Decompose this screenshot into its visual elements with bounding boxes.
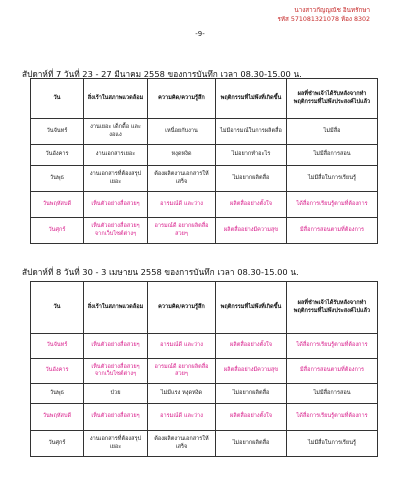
- cell-feeling: อารมณ์ดี อยากผลิตสื่อสวยๆ: [148, 359, 216, 384]
- cell-stimulus: เห็นตัวอย่างสื่อสวยๆ: [84, 404, 148, 431]
- cell-day: วันจันทร์: [31, 119, 84, 145]
- author-id-room: รหัส 571081321078 ห้อง 8302: [277, 16, 370, 23]
- cell-behavior: ผลิตสื่ออย่างมีความสุข: [216, 359, 287, 384]
- cell-stimulus: งานเอกสารเยอะ: [84, 145, 148, 166]
- cell-stimulus: เห็นตัวอย่างสื่อสวยๆ จากเว็บไซต์ต่างๆ: [84, 218, 148, 244]
- cell-feeling: ต้องผลิตงานเอกสารให้เสร็จ: [148, 166, 216, 192]
- author-header: [278, 6, 371, 24]
- cell-feeling: ไม่มีแรง หงุดหงิด: [148, 384, 216, 404]
- cell-behavior: ไม่อยากทำอะไร: [216, 145, 287, 166]
- cell-feeling: อารมณ์ดี และว่าง: [148, 404, 216, 431]
- cell-behavior: ไม่อยากผลิตสื่อ: [216, 384, 287, 404]
- table-row: [31, 334, 378, 359]
- cell-day: วันจันทร์: [31, 334, 84, 359]
- table-row: [31, 192, 378, 218]
- cell-feeling: หงุดหงิด: [148, 145, 216, 166]
- cell-stimulus: งานเอกสารที่ต้องสรุปเยอะ: [84, 166, 148, 192]
- table-row: [31, 218, 378, 244]
- col-feeling: ความคิด/ความรู้สึก: [148, 79, 216, 119]
- cell-result: มีสื่อการสอนตามที่ต้องการ: [287, 359, 378, 384]
- col-result: ผลที่ชำพเจ้าได้รับหลังจากทำพฤติกรรมที่ไม่พึงประสงค์ไปแล้ว: [287, 282, 378, 334]
- cell-day: วันพฤหัสบดี: [31, 192, 84, 218]
- cell-stimulus: ป่วย: [84, 384, 148, 404]
- col-behavior: พฤติกรรมที่ไม่พึงที่เกิดขึ้น: [216, 79, 287, 119]
- cell-feeling: เหนื่อยกับงาน: [148, 119, 216, 145]
- page-number: -9-: [195, 30, 205, 38]
- table-header-row: [31, 79, 378, 119]
- week-8-title: สัปดาห์ที่ 8 วันที่ 30 - 3 เมษายน 2558 ของการบันทึก เวลา 08.30-15.00 น.: [22, 267, 299, 277]
- cell-day: วันศุกร์: [31, 431, 84, 457]
- cell-stimulus: เห็นตัวอย่างสื่อสวยๆ: [84, 334, 148, 359]
- cell-result: ได้สื่อการเรียนรู้ตามที่ต้องการ: [287, 404, 378, 431]
- cell-stimulus: งานเอกสารที่ต้องสรุปเยอะ: [84, 431, 148, 457]
- cell-result: ไม่มีสื่อในการเรียนรู้: [287, 166, 378, 192]
- col-stimulus: สิ่งเร้าในสภาพแวดล้อม: [84, 79, 148, 119]
- cell-day: วันอังคาร: [31, 145, 84, 166]
- cell-result: ไม่มีสื่อในการเรียนรู้: [287, 431, 378, 457]
- cell-behavior: ผลิตสื่ออย่างมีความสุข: [216, 218, 287, 244]
- table-row: [31, 145, 378, 166]
- table-row: [31, 431, 378, 457]
- week-7-title: สัปดาห์ที่ 7 วันที่ 23 - 27 มีนาคม 2558 ของการบันทึก เวลา 08.30-15.00 น.: [22, 69, 302, 79]
- col-stimulus: สิ่งเร้าในสภาพแวดล้อม: [84, 282, 148, 334]
- cell-day: วันพฤหัสบดี: [31, 404, 84, 431]
- cell-day: วันศุกร์: [31, 218, 84, 244]
- cell-behavior: ผลิตสื่ออย่างตั้งใจ: [216, 404, 287, 431]
- cell-behavior: ผลิตสื่ออย่างตั้งใจ: [216, 192, 287, 218]
- col-behavior: พฤติกรรมที่ไม่พึงที่เกิดขึ้น: [216, 282, 287, 334]
- cell-result: ไม่มีสื่อการสอน: [287, 384, 378, 404]
- table-row: [31, 384, 378, 404]
- cell-result: ไม่มีสื่อ: [287, 119, 378, 145]
- cell-day: วันพุธ: [31, 384, 84, 404]
- cell-stimulus: เห็นตัวอย่างสื่อสวยๆ: [84, 192, 148, 218]
- cell-day: วันอังคาร: [31, 359, 84, 384]
- cell-stimulus: งานเยอะ เด็กดื้อ และงอแง: [84, 119, 148, 145]
- cell-stimulus: เห็นตัวอย่างสื่อสวยๆ จากเว็บไซต์ต่างๆ: [84, 359, 148, 384]
- table-row: [31, 166, 378, 192]
- table-row: [31, 119, 378, 145]
- cell-feeling: อารมณ์ดี และว่าง: [148, 334, 216, 359]
- cell-feeling: อารมณ์ดี อยากผลิตสื่อสวยๆ: [148, 218, 216, 244]
- table-row: [31, 404, 378, 431]
- cell-behavior: ไม่อยากผลิตสื่อ: [216, 431, 287, 457]
- table-header-row: [31, 282, 378, 334]
- cell-result: ไม่มีสื่อการสอน: [287, 145, 378, 166]
- cell-day: วันพุธ: [31, 166, 84, 192]
- cell-result: ได้สื่อการเรียนรู้ตามที่ต้องการ: [287, 192, 378, 218]
- col-day: วัน: [31, 282, 84, 334]
- cell-behavior: ผลิตสื่ออย่างตั้งใจ: [216, 334, 287, 359]
- author-name: นางสาวกัญญณัช อินทรักษา: [294, 7, 370, 14]
- cell-feeling: ต้องผลิตงานเอกสารให้เสร็จ: [148, 431, 216, 457]
- table-row: [31, 359, 378, 384]
- week-8-table: [30, 281, 378, 457]
- col-feeling: ความคิด/ความรู้สึก: [148, 282, 216, 334]
- week-7-table: [30, 78, 378, 244]
- cell-result: ได้สื่อการเรียนรู้ตามที่ต้องการ: [287, 334, 378, 359]
- col-day: วัน: [31, 79, 84, 119]
- cell-behavior: ไม่มีอารมณ์ในการผลิตสื่อ: [216, 119, 287, 145]
- cell-feeling: อารมณ์ดี และว่าง: [148, 192, 216, 218]
- col-result: ผลที่ชำพเจ้าได้รับหลังจากทำพฤติกรรมที่ไม่พึงประสงค์ไปแล้ว: [287, 79, 378, 119]
- cell-result: มีสื่อการสอนตามที่ต้องการ: [287, 218, 378, 244]
- cell-behavior: ไม่อยากผลิตสื่อ: [216, 166, 287, 192]
